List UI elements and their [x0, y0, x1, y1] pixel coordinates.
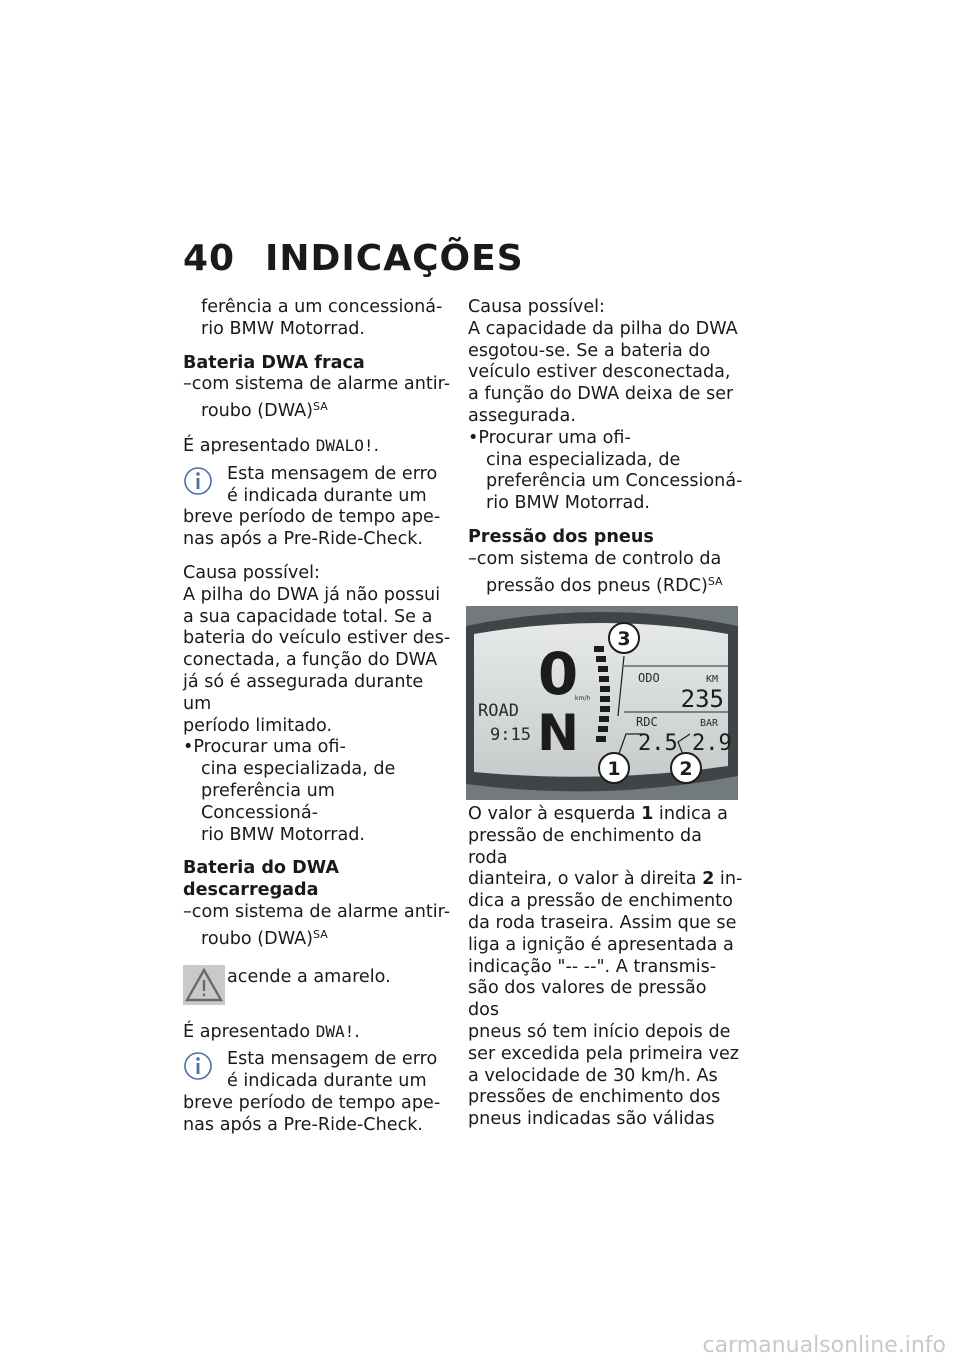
cause-line: período limitado.	[183, 715, 333, 736]
description-text: O valor à esquerda	[468, 804, 642, 824]
callout-2	[671, 753, 701, 783]
odo-value: 235	[680, 685, 724, 713]
sa-mark: SA	[707, 574, 723, 588]
km-label: KM	[706, 674, 719, 685]
description-line	[468, 869, 743, 891]
warning-text: acende a amarelo.	[227, 966, 391, 987]
info-note	[183, 1049, 455, 1136]
action-line: •Procurar uma ofi-	[468, 427, 631, 448]
condition-text: roubo (DWA)	[201, 401, 314, 422]
intro-line: rio BMW Motorrad.	[201, 318, 366, 339]
cause-heading: Causa possível:	[468, 297, 605, 317]
description-line: pneus indicadas são válidas	[468, 1109, 715, 1130]
warning-triangle-icon	[183, 965, 225, 1005]
description-line: pneus só tem início depois de	[468, 1021, 731, 1042]
cause-line: assegurada.	[468, 405, 576, 426]
description-text: dianteira, o valor à direita	[468, 869, 703, 890]
description-line: a velocidade de 30 km/h. As	[468, 1065, 718, 1086]
description-line: ser excedida pela primeira vez	[468, 1043, 740, 1064]
condition-line	[183, 924, 455, 951]
front-pressure-value: 2.5	[638, 731, 678, 756]
gear-readout: N	[537, 704, 579, 762]
cause-line: conectada, a função do DWA	[183, 650, 438, 671]
instrument-cluster-photo	[466, 606, 738, 800]
page-title: INDICAÇÕES	[265, 238, 524, 279]
rdc-label: RDC	[636, 715, 658, 729]
note-line: Esta mensagem de erro	[227, 1049, 438, 1070]
display-code: DWALO!	[315, 435, 374, 455]
condition-text: roubo (DWA)	[201, 928, 314, 949]
action-line: cina especializada, de	[486, 449, 681, 470]
cause-line: A capacidade da pilha do DWA	[468, 318, 738, 339]
action-line: preferência um Concessioná-	[201, 780, 335, 823]
description-line: liga a ignição é apresentada a	[468, 934, 734, 955]
callout-ref: 2	[702, 869, 715, 890]
sa-mark: SA	[313, 927, 328, 941]
cluster-illustration	[466, 606, 738, 800]
bar-label: BAR	[700, 718, 719, 729]
sa-mark: SA	[313, 400, 328, 414]
shown-line	[183, 1021, 455, 1044]
condition-line	[468, 571, 743, 598]
odo-label: ODO	[638, 671, 660, 685]
info-note	[183, 464, 455, 551]
shown-prefix: É apresentado	[183, 1021, 316, 1042]
speed-readout: 0	[537, 640, 579, 708]
callout-2-label: 2	[679, 758, 693, 780]
callout-1-label: 1	[607, 758, 621, 780]
description-text: in-	[714, 869, 743, 890]
action-line: cina especializada, de	[201, 759, 396, 780]
cause-line: veículo estiver desconectada,	[468, 362, 731, 383]
page-header	[183, 238, 524, 279]
section-heading: Bateria do DWA descarregada	[183, 858, 339, 901]
description-line: dica a pressão de enchimento	[468, 891, 733, 912]
condition-line: –com sistema de alarme antir-	[183, 901, 451, 922]
callout-3-label: 3	[617, 628, 631, 650]
note-line: é indicada durante um	[227, 485, 427, 506]
description-line: pressão de enchimento da roda	[468, 825, 702, 868]
page-number: 40	[183, 238, 236, 279]
shown-suffix: .	[354, 1021, 360, 1042]
description-line: da roda traseira. Assim que se	[468, 912, 737, 933]
condition-line: –com sistema de controlo da	[468, 548, 722, 569]
section-heading: Pressão dos pneus	[468, 526, 654, 547]
cause-line: a sua capacidade total. Se a	[183, 606, 433, 627]
note-line: breve período de tempo ape-	[183, 507, 441, 528]
right-column-bottom	[468, 804, 743, 1131]
callout-3	[609, 623, 639, 653]
action-line: rio BMW Motorrad.	[486, 493, 651, 514]
condition-text: pressão dos pneus (RDC)	[486, 575, 708, 596]
right-column-top	[468, 297, 743, 597]
left-column	[183, 297, 455, 1137]
shown-prefix: É apresentado	[183, 435, 316, 456]
shown-suffix: .	[373, 435, 380, 456]
condition-line	[183, 396, 455, 423]
note-line: nas após a Pre-Ride-Check.	[183, 529, 424, 550]
cause-line: a função do DWA deixa de ser	[468, 384, 734, 405]
warning-note	[183, 965, 455, 1009]
watermark: carmanualsonline.info	[702, 1333, 946, 1358]
clock-readout: 9:15	[490, 725, 531, 745]
description-line: pressões de enchimento dos	[468, 1087, 721, 1108]
note-line: é indicada durante um	[227, 1071, 427, 1092]
shown-line	[183, 435, 455, 458]
cause-line: esgotou-se. Se a bateria do	[468, 340, 711, 361]
display-code: DWA!	[315, 1021, 355, 1041]
condition-line: –com sistema de alarme antir-	[183, 374, 451, 395]
note-line: breve período de tempo ape-	[183, 1092, 441, 1113]
cause-line: bateria do veículo estiver des-	[183, 628, 451, 649]
cause-line: já só é assegurada durante um	[183, 671, 424, 714]
section-heading: Bateria DWA fraca	[183, 352, 365, 373]
action-line: rio BMW Motorrad.	[201, 824, 366, 845]
intro-line: ferência a um concessioná-	[201, 297, 443, 317]
note-line: nas após a Pre-Ride-Check.	[183, 1114, 424, 1135]
info-icon	[183, 464, 213, 498]
action-line: •Procurar uma ofi-	[183, 737, 346, 758]
cause-line: A pilha do DWA já não possui	[183, 584, 441, 605]
description-line: são dos valores de pressão dos	[468, 978, 707, 1021]
speed-unit: km/h	[575, 695, 591, 702]
info-icon	[183, 1049, 213, 1083]
callout-1	[599, 753, 629, 783]
callout-ref: 1	[641, 804, 654, 824]
description-line: indicação "-- --". A transmis-	[468, 956, 717, 977]
description-text: indica a	[653, 804, 728, 824]
description-line	[468, 804, 743, 826]
riding-mode: ROAD	[478, 701, 519, 721]
action-line: preferência um Concessioná-	[486, 471, 743, 492]
note-line: Esta mensagem de erro	[227, 463, 438, 484]
rear-pressure-value: 2.9	[692, 731, 732, 756]
cause-heading: Causa possível:	[183, 562, 320, 583]
